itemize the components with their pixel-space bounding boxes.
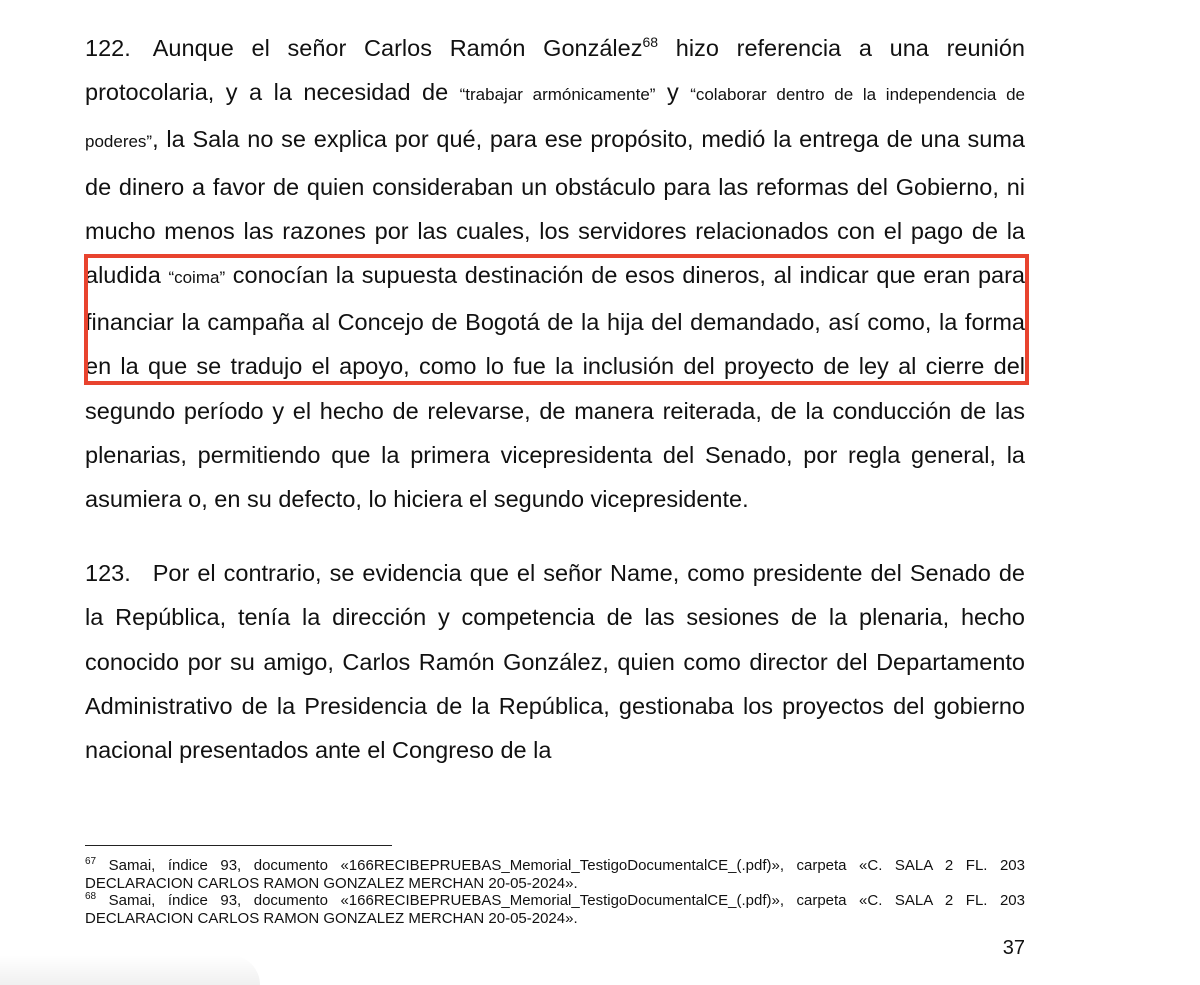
paragraph-number: 122. [85,35,131,61]
paragraph-text: , la Sala no se explica por qué, para ese propósito, medió la entrega de una suma de dinero a favor de quien consideraban un obstáculo para las reformas del Gobierno, ni mucho menos las razones por las cuales, los servidores relacionados con el pago de la aludida [85,126,1025,289]
paragraph-text: Aunque el señor Carlos Ramón González [152,35,643,61]
quoted-text: “coima” [168,268,226,288]
paragraph-122 [85,26,1025,521]
footnote-67 [85,857,1025,892]
quoted-text: “colaborar dentro de la independencia de poderes” [85,85,1025,152]
footnote-text: Samai, índice 93, documento «166RECIBEPRUEBAS_Memorial_TestigoDocumentalCE_(.pdf)», carpeta «C. SALA 2 FL. 203 DECLARACION CARLOS RAMON GONZALEZ MERCHAN 20-05-2024». [85,857,1025,892]
footnote-ref-68[interactable]: 68 [642,34,659,51]
footnote-text: Samai, índice 93, documento «166RECIBEPRUEBAS_Memorial_TestigoDocumentalCE_(.pdf)», carpeta «C. SALA 2 FL. 203 DECLARACION CARLOS RAMON GONZALEZ MERCHAN 20-05-2024». [85,892,1025,927]
paragraph-123 [85,551,1025,772]
paragraph-number: 123. [85,560,131,587]
document-body [85,26,1025,772]
page-shadow [0,955,260,985]
footnote-number: 68 [85,891,97,902]
page-number: 37 [1002,937,1025,959]
paragraph-text: hizo referencia a una reunión protocolaria, y a la necesidad de [85,35,1025,106]
footnote-divider [85,845,392,846]
quoted-text: “trabajar armónicamente” [459,85,656,105]
footnotes [85,857,1025,927]
footnote-number: 67 [85,856,97,867]
footnote-68 [85,892,1025,927]
paragraph-text: conocían la supuesta destinación de esos dineros, al indicar que eran para financiar la campaña al Concejo de Bogotá de la hija del demandado, así como, la forma en la que se tradujo el apoyo, como lo fue la inclusión del proyecto de ley al cierre del segundo período y el hecho de relevarse, de manera reiterada, de la conducción de las plenarias, permitiendo que la primera vicepresidenta del Senado, por regla general, la asumiera o, en su defecto, lo hiciera el segundo vicepresidente. [85,262,1025,513]
paragraph-text: y [655,79,691,106]
paragraph-text: Por el contrario, se evidencia que el señor Name, como presidente del Senado de la República, tenía la dirección y competencia de las sesiones de la plenaria, hecho conocido por su amigo, Carlos Ramón González, quien como director del Departamento Administrativo de la Presidencia de la República, gestionaba los proyectos del gobierno nacional presentados ante el Congreso de la [85,560,1025,764]
